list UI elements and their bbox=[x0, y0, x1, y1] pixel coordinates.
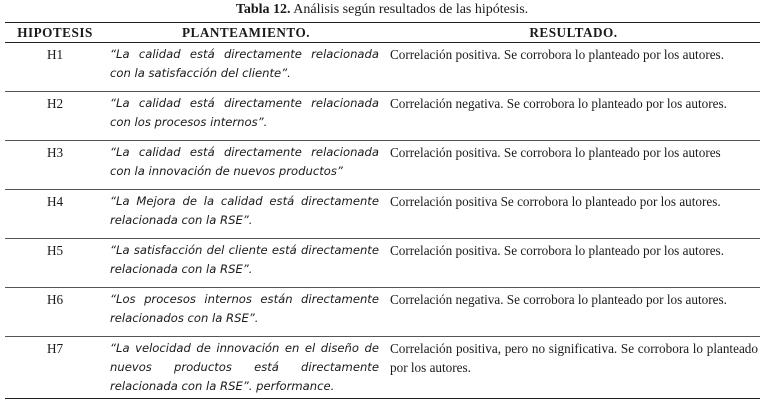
hypothesis-statement: “Los procesos internos están directamente relacionados con la RSE”. bbox=[105, 288, 387, 337]
hypothesis-result: Correlación positiva. Se corrobora lo planteado por los autores bbox=[387, 141, 760, 190]
table-row bbox=[5, 43, 760, 92]
hypothesis-table bbox=[5, 22, 760, 399]
table-row bbox=[5, 288, 760, 337]
hypothesis-statement: “La calidad está directamente relacionada con los procesos internos”. bbox=[105, 92, 387, 141]
header-hipotesis: HIPOTESIS bbox=[5, 23, 105, 43]
hypothesis-statement: “La Mejora de la calidad está directamente relacionada con la RSE”. bbox=[105, 190, 387, 239]
hypothesis-result: Correlación positiva. Se corrobora lo planteado por los autores. bbox=[387, 43, 760, 92]
hypothesis-id: H3 bbox=[5, 141, 105, 190]
hypothesis-statement: “La velocidad de innovación en el diseño de nuevos productos está directamente relacionada con la RSE”. performance. bbox=[105, 337, 387, 399]
hypothesis-statement: “La satisfacción del cliente está directamente relacionada con la RSE”. bbox=[105, 239, 387, 288]
header-planteamiento: PLANTEAMIENTO. bbox=[105, 23, 387, 43]
hypothesis-id: H4 bbox=[5, 190, 105, 239]
hypothesis-id: H7 bbox=[5, 337, 105, 399]
hypothesis-id: H6 bbox=[5, 288, 105, 337]
table-row bbox=[5, 337, 760, 399]
table-row bbox=[5, 92, 760, 141]
table-row bbox=[5, 239, 760, 288]
caption-text: Análisis según resultados de las hipótesis. bbox=[293, 2, 529, 17]
hypothesis-statement: “La calidad está directamente relacionada con la satisfacción del cliente”. bbox=[105, 43, 387, 92]
table-header bbox=[5, 23, 760, 43]
caption-label: Tabla 12. bbox=[235, 2, 291, 17]
table-row bbox=[5, 190, 760, 239]
header-resultado: RESULTADO. bbox=[387, 23, 760, 43]
hypothesis-result: Correlación negativa. Se corrobora lo planteado por los autores. bbox=[387, 92, 760, 141]
hypothesis-result: Correlación positiva Se corrobora lo planteado por los autores. bbox=[387, 190, 760, 239]
table-caption bbox=[0, 1, 764, 19]
hypothesis-id: H2 bbox=[5, 92, 105, 141]
hypothesis-statement: “La calidad está directamente relacionada con la innovación de nuevos productos” bbox=[105, 141, 387, 190]
hypothesis-id: H1 bbox=[5, 43, 105, 92]
hypothesis-result: Correlación positiva, pero no significativa. Se corrobora lo planteado por los autores. bbox=[387, 337, 760, 399]
hypothesis-id: H5 bbox=[5, 239, 105, 288]
header-row bbox=[5, 23, 760, 43]
table-body bbox=[5, 43, 760, 399]
hypothesis-result: Correlación positiva. Se corrobora lo planteado por los autores. bbox=[387, 239, 760, 288]
table-row bbox=[5, 141, 760, 190]
hypothesis-result: Correlación negativa. Se corrobora lo planteado por los autores. bbox=[387, 288, 760, 337]
